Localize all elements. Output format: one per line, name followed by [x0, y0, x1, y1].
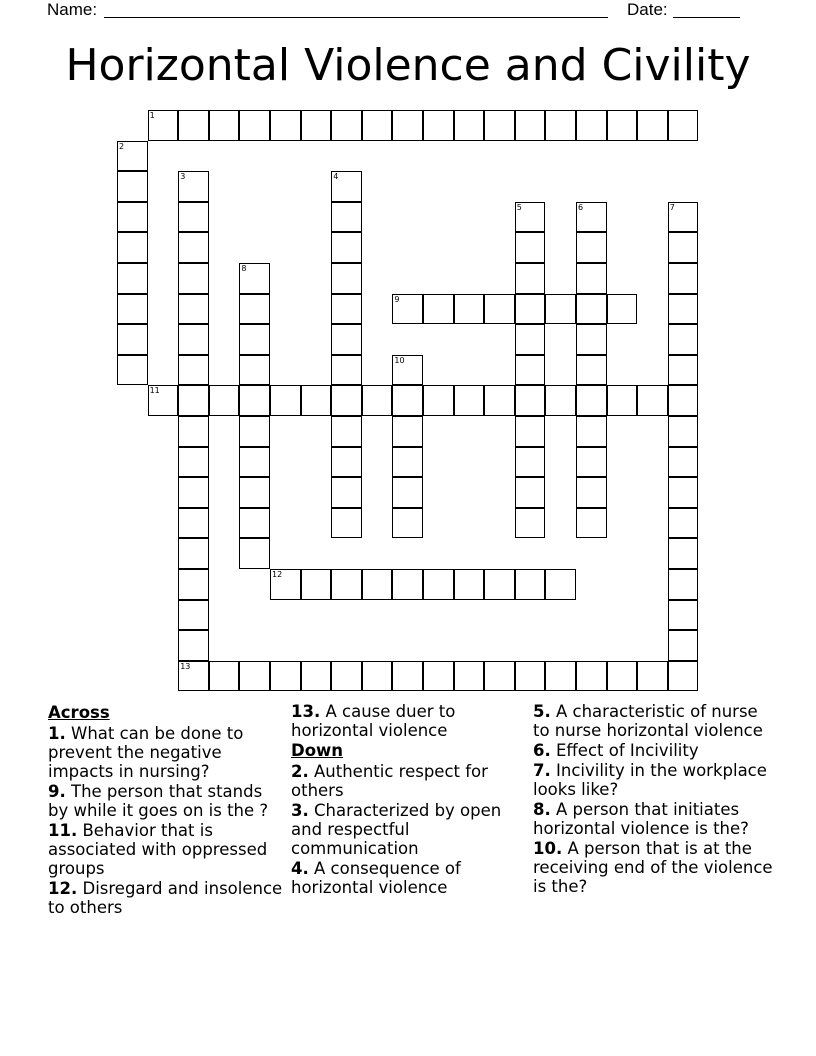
grid-cell[interactable] — [178, 232, 209, 263]
grid-cell[interactable] — [178, 447, 209, 478]
grid-cell[interactable] — [331, 508, 362, 539]
grid-cell[interactable] — [392, 110, 423, 141]
grid-cell[interactable] — [576, 263, 607, 294]
grid-cell[interactable] — [331, 661, 362, 692]
clue-down-2: 2. Authentic respect for others — [291, 762, 488, 800]
grid-cell[interactable] — [576, 416, 607, 447]
clue-down-8: 8. A person that initiates horizontal violence is the? — [533, 800, 749, 838]
grid-cell[interactable] — [668, 294, 699, 325]
name-label: Name: — [47, 0, 98, 19]
clue-across-11: 11. Behavior that is associated with oppressed groups — [48, 821, 268, 878]
grid-cell[interactable] — [178, 477, 209, 508]
grid-cell[interactable] — [209, 385, 240, 416]
grid-cell[interactable] — [423, 385, 454, 416]
grid-cell[interactable] — [178, 630, 209, 661]
grid-cell[interactable] — [668, 477, 699, 508]
grid-cell[interactable] — [301, 569, 332, 600]
grid-cell[interactable] — [392, 385, 423, 416]
grid-cell[interactable] — [301, 110, 332, 141]
grid-cell[interactable] — [331, 385, 362, 416]
grid-cell[interactable] — [515, 661, 546, 692]
grid-cell[interactable] — [576, 477, 607, 508]
clue-number-label: 12 — [272, 570, 283, 579]
grid-cell[interactable] — [331, 202, 362, 233]
grid-cell[interactable] — [331, 232, 362, 263]
grid-cell[interactable] — [576, 294, 607, 325]
grid-cell[interactable] — [423, 294, 454, 325]
across-heading: Across — [48, 703, 110, 722]
grid-cell[interactable] — [178, 569, 209, 600]
grid-cell[interactable] — [515, 355, 546, 386]
clue-down-3: 3. Characterized by open and respectful communication — [291, 801, 502, 858]
grid-cell[interactable] — [515, 110, 546, 141]
grid-cell[interactable] — [484, 294, 515, 325]
grid-cell[interactable] — [484, 110, 515, 141]
grid-cell[interactable] — [423, 110, 454, 141]
grid-cell[interactable] — [392, 416, 423, 447]
grid-cell[interactable] — [178, 294, 209, 325]
down-heading: Down — [291, 741, 344, 760]
grid-cell[interactable] — [178, 600, 209, 631]
grid-cell[interactable] — [178, 324, 209, 355]
clue-across-13: 13. A cause duer to horizontal violence — [291, 702, 456, 740]
grid-cell[interactable] — [515, 263, 546, 294]
grid-cell[interactable] — [607, 661, 638, 692]
grid-cell[interactable] — [668, 538, 699, 569]
grid-cell[interactable] — [454, 385, 485, 416]
grid-cell[interactable] — [270, 661, 301, 692]
grid-cell[interactable] — [637, 661, 668, 692]
grid-cell[interactable] — [515, 294, 546, 325]
grid-cell[interactable] — [607, 294, 638, 325]
grid-cell[interactable] — [362, 385, 393, 416]
clue-column-2 — [291, 702, 527, 898]
grid-cell[interactable] — [545, 294, 576, 325]
grid-cell[interactable] — [454, 661, 485, 692]
grid-cell[interactable] — [515, 232, 546, 263]
grid-cell[interactable] — [362, 661, 393, 692]
clue-number-label: 10 — [394, 355, 405, 365]
grid-cell[interactable] — [392, 508, 423, 539]
grid-cell[interactable] — [331, 477, 362, 508]
grid-cell[interactable] — [576, 385, 607, 416]
grid-cell[interactable] — [637, 385, 668, 416]
grid-cell[interactable] — [331, 263, 362, 294]
grid-cell[interactable] — [668, 324, 699, 355]
grid-cell[interactable] — [239, 110, 270, 141]
grid-cell[interactable] — [239, 355, 270, 386]
grid-cell[interactable] — [515, 324, 546, 355]
grid-cell[interactable] — [178, 416, 209, 447]
grid-cell[interactable] — [331, 416, 362, 447]
grid-cell[interactable] — [117, 171, 148, 202]
clue-number-label: 9 — [394, 294, 400, 304]
grid-cell[interactable] — [545, 110, 576, 141]
clue-number-label: 13 — [180, 661, 191, 671]
clue-down-7: 7. Incivility in the workplace looks like? — [533, 761, 767, 799]
clue-number-label: 11 — [149, 386, 160, 396]
grid-cell[interactable] — [178, 538, 209, 569]
grid-cell[interactable] — [117, 294, 148, 325]
grid-cell[interactable] — [515, 447, 546, 478]
grid-cell[interactable] — [607, 385, 638, 416]
grid-cell[interactable] — [668, 110, 699, 141]
grid-cell[interactable] — [239, 447, 270, 478]
grid-cell[interactable] — [423, 569, 454, 600]
grid-cell[interactable] — [239, 661, 270, 692]
grid-cell[interactable] — [239, 294, 270, 325]
grid-cell[interactable] — [331, 569, 362, 600]
grid-cell[interactable] — [392, 661, 423, 692]
grid-cell[interactable] — [270, 385, 301, 416]
grid-cell[interactable] — [423, 661, 454, 692]
grid-cell[interactable] — [178, 355, 209, 386]
grid-cell[interactable] — [117, 232, 148, 263]
grid-cell[interactable] — [239, 538, 270, 569]
grid-cell[interactable] — [331, 355, 362, 386]
grid-cell[interactable] — [515, 385, 546, 416]
clue-number-label: 6 — [578, 202, 584, 212]
grid-cell[interactable] — [392, 477, 423, 508]
grid-cell[interactable] — [178, 202, 209, 233]
clue-across-1: 1. What can be done to prevent the negative impacts in nursing? — [48, 724, 244, 781]
grid-cell[interactable] — [668, 569, 699, 600]
grid-cell[interactable] — [239, 477, 270, 508]
grid-cell[interactable] — [209, 661, 240, 692]
grid-cell[interactable] — [576, 447, 607, 478]
grid-cell[interactable] — [668, 508, 699, 539]
grid-cell[interactable] — [117, 355, 148, 386]
clue-column-1 — [48, 702, 284, 918]
grid-cell[interactable] — [668, 416, 699, 447]
grid-cell[interactable] — [454, 110, 485, 141]
grid-cell[interactable] — [668, 355, 699, 386]
grid-cell[interactable] — [545, 569, 576, 600]
clue-number-label: 4 — [333, 172, 339, 182]
clue-number-label: 8 — [241, 264, 247, 273]
grid-cell[interactable] — [515, 477, 546, 508]
grid-cell[interactable] — [270, 110, 301, 141]
grid-cell[interactable] — [607, 110, 638, 141]
grid-cell[interactable] — [362, 569, 393, 600]
clue-down-6: 6. Effect of Incivility — [533, 741, 699, 760]
grid-cell[interactable] — [239, 385, 270, 416]
clue-across-12: 12. Disregard and insolence to others — [48, 879, 283, 917]
grid-cell[interactable] — [576, 355, 607, 386]
grid-cell[interactable] — [576, 661, 607, 692]
grid-cell[interactable] — [454, 569, 485, 600]
grid-cell[interactable] — [239, 324, 270, 355]
grid-cell[interactable] — [515, 569, 546, 600]
grid-cell[interactable] — [545, 385, 576, 416]
grid-cell[interactable] — [209, 110, 240, 141]
grid-cell[interactable] — [178, 263, 209, 294]
grid-cell[interactable] — [301, 661, 332, 692]
grid-cell[interactable] — [117, 202, 148, 233]
clue-down-10: 10. A person that is at the receiving end of the violence is the? — [533, 839, 773, 896]
grid-cell[interactable] — [178, 385, 209, 416]
grid-cell[interactable] — [117, 324, 148, 355]
clue-number-label: 5 — [516, 202, 522, 212]
grid-cell[interactable] — [668, 385, 699, 416]
date-label: Date: — [627, 0, 668, 19]
grid-cell[interactable] — [178, 110, 209, 141]
grid-cell[interactable] — [331, 447, 362, 478]
clue-down-4: 4. A consequence of horizontal violence — [291, 859, 461, 897]
grid-cell[interactable] — [331, 324, 362, 355]
grid-cell[interactable] — [331, 294, 362, 325]
grid-cell[interactable] — [545, 661, 576, 692]
clue-across-9: 9. The person that stands by while it goes on is the ? — [48, 782, 269, 820]
grid-cell[interactable] — [576, 110, 607, 141]
grid-cell[interactable] — [515, 508, 546, 539]
grid-cell[interactable] — [484, 385, 515, 416]
clue-number-label: 7 — [669, 202, 675, 212]
grid-cell[interactable] — [668, 630, 699, 661]
grid-cell[interactable] — [484, 661, 515, 692]
grid-cell[interactable] — [668, 447, 699, 478]
clue-number-label: 1 — [149, 111, 155, 120]
grid-cell[interactable] — [576, 232, 607, 263]
grid-cell[interactable] — [637, 110, 668, 141]
grid-cell[interactable] — [301, 385, 332, 416]
grid-cell[interactable] — [576, 324, 607, 355]
grid-cell[interactable] — [178, 508, 209, 539]
grid-cell[interactable] — [454, 294, 485, 325]
grid-cell[interactable] — [668, 600, 699, 631]
page-title: Horizontal Violence and Civility — [65, 40, 751, 91]
grid-cell[interactable] — [239, 416, 270, 447]
grid-cell[interactable] — [117, 263, 148, 294]
grid-cell[interactable] — [484, 569, 515, 600]
clue-down-5: 5. A characteristic of nurse to nurse horizontal violence — [533, 702, 763, 740]
grid-cell[interactable] — [362, 110, 393, 141]
grid-cell[interactable] — [239, 508, 270, 539]
clue-column-3 — [533, 702, 773, 897]
grid-cell[interactable] — [668, 263, 699, 294]
grid-cell[interactable] — [668, 661, 699, 692]
grid-cell[interactable] — [515, 416, 546, 447]
grid-cell[interactable] — [331, 110, 362, 141]
grid-cell[interactable] — [392, 569, 423, 600]
clue-number-label: 3 — [180, 172, 186, 182]
grid-cell[interactable] — [668, 232, 699, 263]
grid-cell[interactable] — [576, 508, 607, 539]
grid-cell[interactable] — [392, 447, 423, 478]
clue-number-label: 2 — [119, 141, 125, 151]
